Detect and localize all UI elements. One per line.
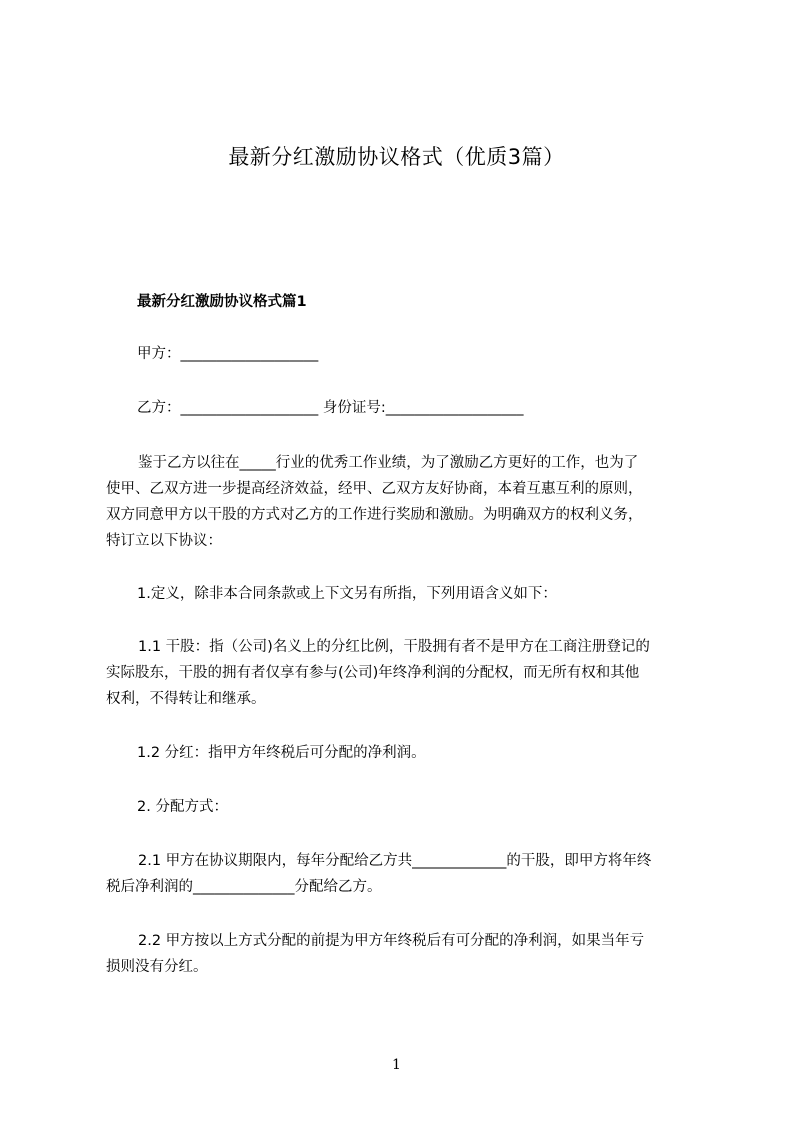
clause-2-2-paragraph [106,928,644,980]
paragraph-line: 损则没有分红。 [106,959,208,975]
paragraph-line: 使甲、乙双方进一步提高经济效益，经甲、乙双方友好协商，本着互惠互利的原则， [106,481,643,497]
paragraph-line: 1.1 干股：指（公司)名义上的分红比例，干股拥有者不是甲方在工商注册登记的 [138,639,650,655]
paragraph-line: 权利，不得转让和继承。 [106,691,266,707]
paragraph-line: 特订立以下协议： [106,533,222,549]
clause-1-2: 1.2 分红：指甲方年终税后可分配的净利润。 [137,745,426,761]
preamble-paragraph [106,450,643,554]
paragraph-line: 双方同意甲方以干股的方式对乙方的工作进行奖励和激励。为明确双方的权利义务， [106,507,643,523]
page-number: 1 [392,1057,401,1073]
clause-2-1-paragraph [106,848,651,900]
document-title: 最新分红激励协议格式（优质3篇） [228,145,565,169]
clause-1: 1.定义，除非本合同条款或上下文另有所指，下列用语含义如下： [137,586,557,602]
paragraph-line: 2.2 甲方按以上方式分配的前提为甲方年终税后有可分配的净利润，如果当年亏 [138,933,645,949]
paragraph-line: 实际股东，干股的拥有者仅享有参与(公司)年终净利润的分配权，而无所有权和其他 [106,665,640,681]
paragraph-line: 2.1 甲方在协议期限内，每年分配给乙方共_____________的干股，即甲方将年终 [138,853,652,869]
party-b-line: 乙方：___________________ 身份证号:___________________ [137,400,524,416]
clause-1-1-paragraph [106,634,650,712]
party-a-line: 甲方：___________________ [137,346,319,362]
paragraph-line: 税后净利润的______________分配给乙方。 [106,879,382,895]
paragraph-line: 鉴于乙方以往在_____行业的优秀工作业绩，为了激励乙方更好的工作，也为了 [138,455,639,471]
section-heading: 最新分红激励协议格式篇1 [137,294,307,310]
clause-2: 2. 分配方式： [137,799,228,815]
